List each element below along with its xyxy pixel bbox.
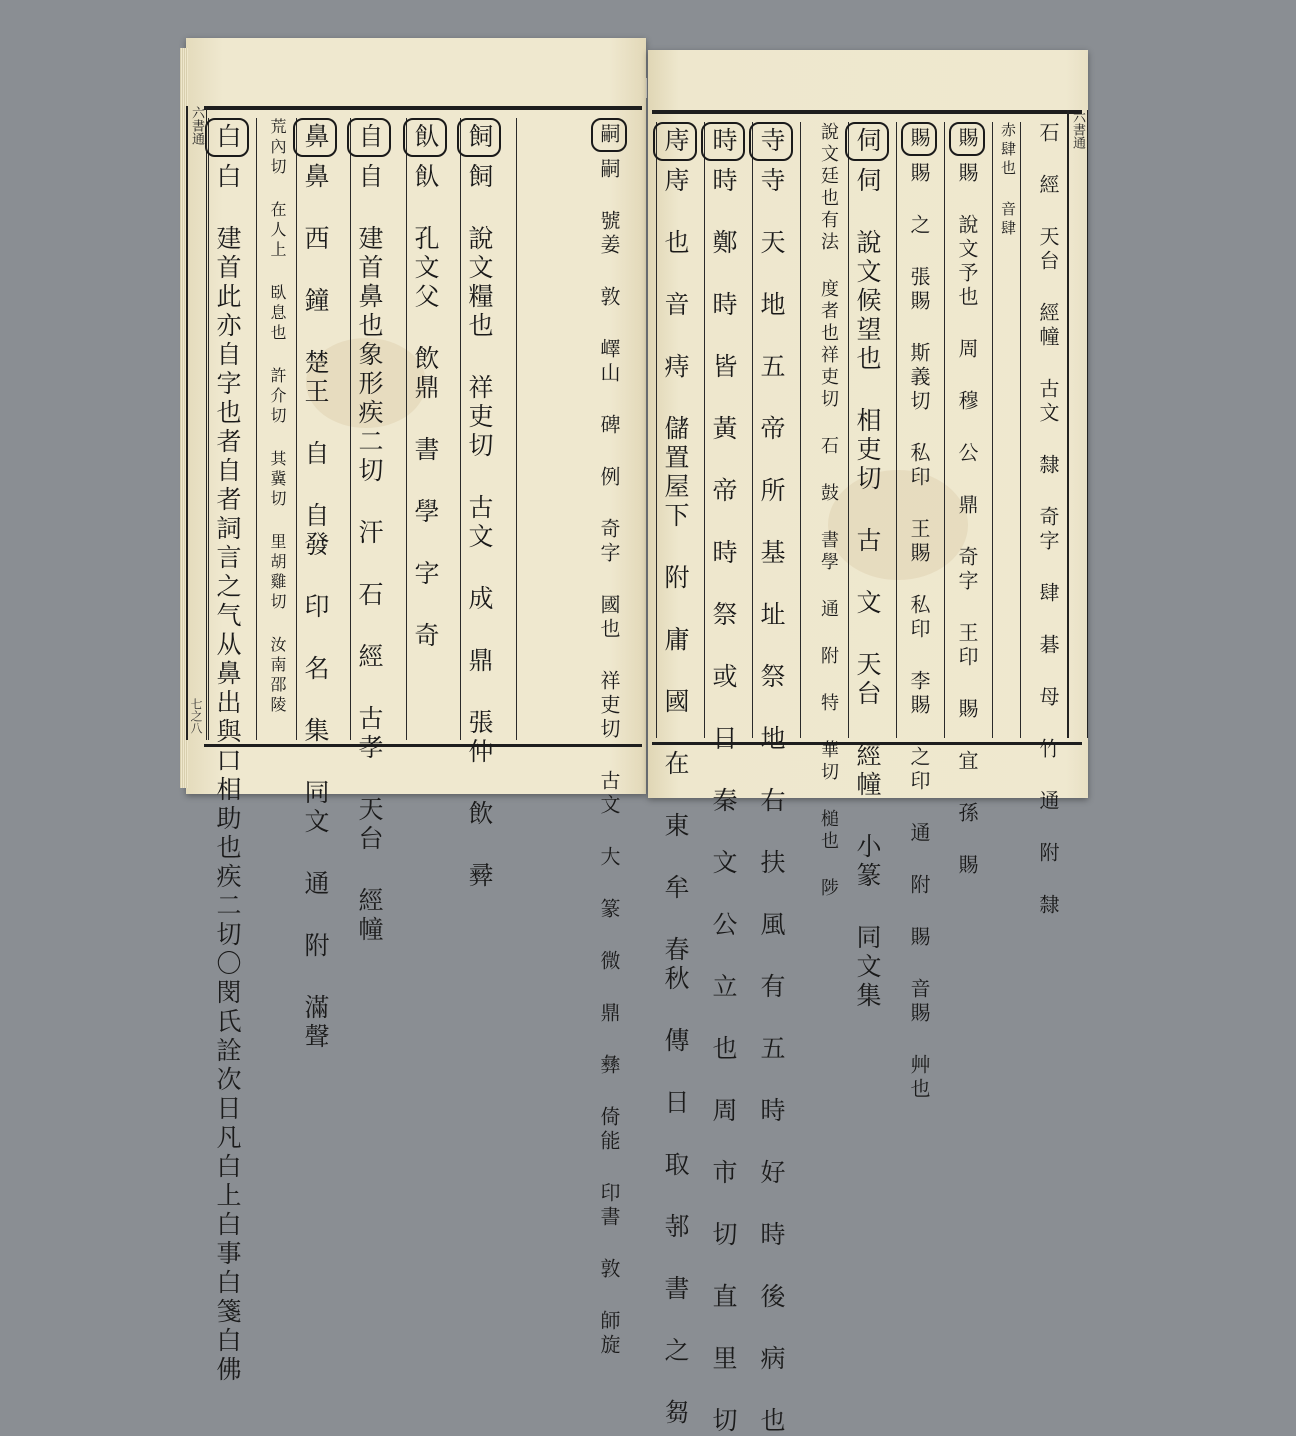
seal-character-head: 伺 <box>845 122 889 161</box>
left-column-5 <box>406 118 447 740</box>
right-margin-title: 六書通 <box>1067 110 1088 738</box>
left-column-3 <box>296 118 337 1052</box>
right-column-2 <box>704 122 745 1436</box>
column-text: 嗣 號姜 敦 嶧山 碑 例 奇字 國也 祥吏切 古文 大 篆 微 鼎 彝 倚能 印書 敦 師旋 <box>597 158 621 1358</box>
column-text: 伺 說文候望也 相吏切 古 文 天台 經幢 小篆 同文集 <box>853 167 882 1011</box>
left-page-frame <box>204 106 642 1385</box>
open-book <box>186 38 1088 1436</box>
column-text: 賜 之 張賜 斯義切 私印 王賜 私印 李賜 之印 通 附 賜 音賜 艸也 <box>907 162 931 1102</box>
right-column-5 <box>848 122 889 1011</box>
right-column-1 <box>656 122 697 1428</box>
seal-character-head: 白 <box>205 118 249 157</box>
seal-character-head: 飤 <box>403 118 447 157</box>
seal-character-head: 嗣 <box>591 118 627 152</box>
column-text: 荒內切 在人上 臥息也 許介切 其冀切 里胡雞切 汝南邵陵 <box>268 118 287 716</box>
folio-number: 七之八 <box>189 698 203 734</box>
left-margin-title: 六書通 <box>186 106 207 740</box>
column-text: 鼻 西 鐘 楚王 自 自發 印 名 集 同文 通 附 滿聲 <box>301 163 330 1052</box>
left-column-7 <box>516 118 627 1358</box>
column-text: 石 經 天台 經幢 古文 隸 奇字 肆 碁 母 竹 通 附 隸 <box>1036 122 1060 918</box>
seal-character-head: 賜 <box>901 122 937 156</box>
column-text: 白 建首此亦自字也者自者詞言之气从鼻出與口相助也疾二切〇閔氏詮次日凡白上白事白箋白佛 <box>213 163 242 1385</box>
left-page <box>186 38 646 1385</box>
column-text: 庤 也 音 痔 儲置屋下 附 庸 國 在 東 牟 春秋 傳 日 取 邿 書 之 芻 <box>661 167 690 1428</box>
right-column-4 <box>800 122 841 900</box>
right-page-frame <box>652 110 1082 1436</box>
right-column-8 <box>992 122 1019 738</box>
seal-character-head: 自 <box>347 118 391 157</box>
column-text: 時 鄭 時 皆 黃 帝 時 祭 或 日 秦 文 公 立 也 周 市 切 直 里 切 <box>709 167 738 1436</box>
seal-character-head: 鼻 <box>293 118 337 157</box>
seal-character-head: 寺 <box>749 122 793 161</box>
right-page <box>648 50 1088 1436</box>
right-column-9 <box>1020 122 1063 918</box>
column-text: 赤肆也 音肆 <box>999 122 1017 239</box>
column-text: 賜 說文予也 周 穆 公 鼎 奇字 王印 賜 宜 孫 賜 <box>955 162 979 878</box>
right-column-3 <box>752 122 793 1436</box>
column-text: 自 建首鼻也象形疾二切 汗 石 經 古孝 天台 經幢 <box>355 163 384 945</box>
right-column-6 <box>896 122 937 1102</box>
right-column-7 <box>944 122 985 878</box>
column-text: 飼 說文糧也 祥吏切 古文 成 鼎 張仲 飲 彛 <box>465 163 494 891</box>
left-column-2 <box>256 118 289 740</box>
column-text: 寺 天 地 五 帝 所 基 址 祭 地 右 扶 風 有 五 時 好 時 後 病 也 <box>757 167 786 1436</box>
seal-character-head: 時 <box>701 122 745 161</box>
seal-character-head: 賜 <box>949 122 985 156</box>
seal-character-head: 庤 <box>653 122 697 161</box>
left-column-4 <box>350 118 391 945</box>
column-text: 飤 孔文父 飲鼎 書 學 字 奇 <box>411 163 440 651</box>
column-text: 說文廷也有法 度者也祥吏切 石 鼓 書學 通 附 特 華切 槌也 陟 <box>818 122 839 900</box>
seal-character-head: 飼 <box>457 118 501 157</box>
left-column-1 <box>208 118 249 1385</box>
left-column-6 <box>460 118 501 891</box>
